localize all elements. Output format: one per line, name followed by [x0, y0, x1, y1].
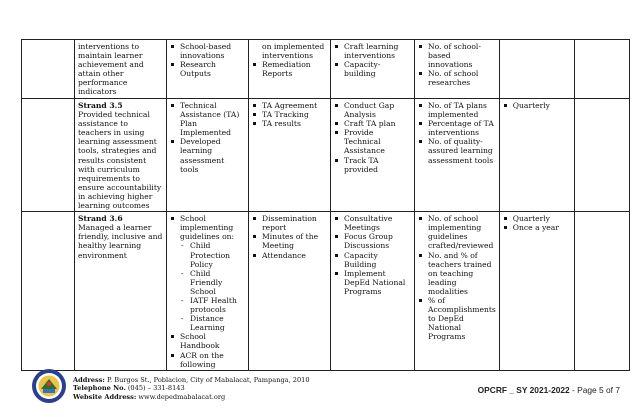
list-item: Quarterly — [503, 214, 571, 223]
table-cell — [249, 40, 331, 99]
strand-title: Strand 3.5 — [78, 101, 123, 110]
list-item: % of Accomplishments to DepEd National Programs — [418, 296, 496, 341]
list-item: No. of school-based innovations — [418, 42, 496, 69]
form-reference: OPCRF _ SY 2021-2022 — [477, 385, 570, 395]
list-item: Minutes of the Meeting — [252, 232, 327, 250]
list-item: Dissemination report — [252, 214, 327, 232]
table-row — [22, 212, 630, 371]
list-item: No. of school implementing guidelines crafted/reviewed — [418, 214, 496, 250]
telephone-value: (045) – 331-8143 — [127, 384, 185, 393]
sub-list — [180, 241, 245, 332]
list-item: Provide Technical Assistance — [334, 128, 411, 155]
list-item: No. and % of teachers trained on teaching leading modalities — [418, 251, 496, 296]
table-cell — [331, 212, 415, 371]
list-item-label: School implementing guidelines on: — [180, 214, 235, 242]
page-separator: - — [569, 385, 578, 395]
table-cell — [22, 99, 75, 212]
page-number: Page 5 of 7 — [577, 385, 620, 395]
list-item: Implement DepEd National Programs — [334, 269, 411, 296]
table-cell — [415, 99, 500, 212]
list-item: Attendance — [252, 251, 327, 260]
list-item: Capacity Building — [334, 251, 411, 269]
list-item: TA results — [252, 119, 327, 128]
page-indicator — [478, 385, 620, 395]
strand-title: Strand 3.6 — [78, 214, 123, 224]
telephone-label: Telephone No. — [73, 384, 126, 393]
list-item: School Handbook — [170, 332, 245, 350]
list-item — [170, 214, 245, 332]
website-line — [73, 393, 310, 401]
table-cell — [167, 40, 249, 99]
list-item: Craft learning interventions — [334, 42, 411, 60]
strand-description: Provided technical assistance to teachers in using learning assessment tools, strategies and results consistent with curriculum requirements to ensure accountability in achieving higher learning outcomes — [78, 110, 162, 211]
table-cell — [499, 99, 574, 212]
list-item: No. of TA plans implemented — [418, 101, 496, 119]
table-cell — [499, 40, 574, 99]
list-item: TA Agreement — [252, 101, 327, 110]
table-cell — [167, 212, 249, 371]
table-cell — [249, 99, 331, 212]
website-value: www.depedmabalacat.org — [138, 392, 226, 401]
division-seal-logo — [31, 368, 67, 404]
list-item: Track TA provided — [334, 156, 411, 174]
list-item: Remediation Reports — [252, 60, 327, 78]
sub-list-item: - Distance Learning — [180, 314, 245, 332]
sub-list-item: - Child Protection Policy — [180, 241, 245, 268]
table-cell — [331, 99, 415, 212]
list-item: Craft TA plan — [334, 119, 411, 128]
list-item: No. of quality-assured learning assessment tools — [418, 137, 496, 164]
list-item: Capacity-building — [334, 60, 411, 78]
list-item: Once a year — [503, 223, 571, 232]
list-item: ACR on the following — [170, 351, 245, 369]
table-cell — [415, 212, 500, 371]
table-cell — [75, 40, 167, 99]
table-cell — [75, 212, 167, 371]
list-item-continued: on implemented interventions — [262, 42, 325, 61]
table-cell — [574, 40, 629, 99]
sub-list-item: - IATF Health protocols — [180, 296, 245, 314]
table-cell — [499, 212, 574, 371]
telephone-line — [73, 384, 310, 392]
table-cell — [22, 40, 75, 99]
strand-description: interventions to maintain learner achievement and attain other performance indicators — [78, 42, 144, 97]
table-row — [22, 40, 630, 99]
list-item: Percentage of TA interventions — [418, 119, 496, 137]
table-cell — [22, 212, 75, 371]
list-item: School-based innovations — [170, 42, 245, 60]
address-value: P. Burgos St., Poblacion, City of Mabalacat, Pampanga, 2010 — [106, 376, 310, 384]
table-cell — [574, 212, 629, 371]
table-cell — [415, 40, 500, 99]
table-cell — [167, 99, 249, 212]
list-item: Consultative Meetings — [334, 214, 411, 232]
address-line — [73, 376, 310, 384]
list-item: Focus Group Discussions — [334, 232, 411, 250]
list-item: Research Outputs — [170, 60, 245, 78]
table-cell — [75, 99, 167, 212]
table-cell — [331, 40, 415, 99]
list-item: No. of school researches — [418, 69, 496, 87]
list-item: Quarterly — [503, 101, 571, 110]
opcrf-table — [21, 39, 630, 371]
table-cell — [574, 99, 629, 212]
list-item: TA Tracking — [252, 110, 327, 119]
table-row — [22, 99, 630, 212]
list-item: Developed learning assessment tools — [170, 137, 245, 173]
table-cell — [249, 212, 331, 371]
address-label: Address: — [73, 376, 105, 384]
website-label: Website Address: — [73, 392, 137, 401]
list-item: Technical Assistance (TA) Plan Implemented — [170, 101, 245, 137]
sub-list-item: - Child Friendly School — [180, 269, 245, 296]
strand-description: Managed a learner friendly, inclusive and healthy learning environment — [78, 223, 163, 260]
footer-address-block — [73, 376, 310, 401]
list-item: Conduct Gap Analysis — [334, 101, 411, 119]
